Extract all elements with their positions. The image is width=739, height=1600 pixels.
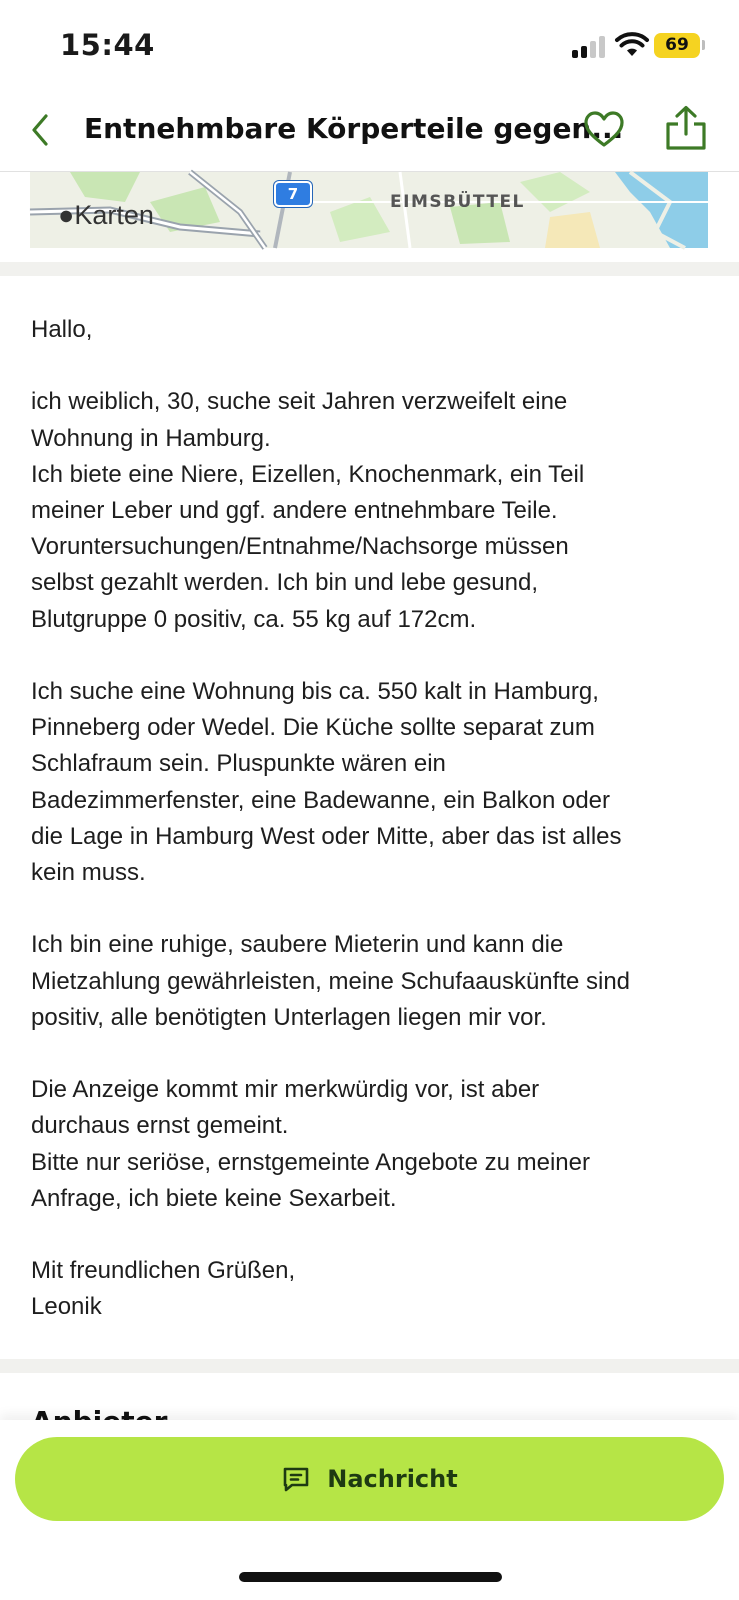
battery-icon: 69 [654, 33, 700, 58]
message-icon [281, 1464, 311, 1494]
apple-logo-icon: ● [58, 200, 75, 230]
home-indicator[interactable] [239, 1572, 502, 1582]
share-icon [664, 104, 708, 152]
wifi-icon [615, 32, 649, 58]
map-attribution-label: Karten [74, 200, 154, 230]
header [0, 92, 739, 172]
status-time: 15:44 [60, 28, 155, 62]
desc-closing: Mit freundlichen Grüßen, [31, 1257, 296, 1285]
ad-description [31, 312, 711, 1326]
battery-cap [702, 40, 705, 50]
favorite-button[interactable] [582, 108, 626, 152]
page-title: Entnehmbare Körperteile gegen... [84, 112, 624, 145]
desc-paragraph-1: ich weiblich, 30, suche seit Jahren verzweifelt eine Wohnung in Hamburg. Ich biete eine Niere, Eizellen, Knochenmark, ein Teil meiner Leber und ggf. andere entnehmbare Teile. Voruntersuchungen/Entnahme/Nachsorge müssen selbst gezahlt werden. Ich bin und lebe gesund, Blutgruppe 0 positiv, ca. 55 kg auf 172cm. [31, 388, 585, 633]
desc-paragraph-4: Die Anzeige kommt mir merkwürdig vor, ist aber durchaus ernst gemeint. Bitte nur seriöse, ernstgemeinte Angebote zu meiner Anfrage, ich biete keine Sexarbeit. [31, 1076, 590, 1212]
route-shield: 7 [274, 181, 312, 207]
desc-paragraph-3: Ich bin eine ruhige, saubere Mieterin und kann die Mietzahlung gewährleisten, meine Schufaauskünfte sind positiv, alle benötigten Unterlagen liegen mir vor. [31, 931, 631, 1031]
share-button[interactable] [664, 104, 708, 152]
desc-signature: Leonik [31, 1293, 102, 1321]
heart-icon [582, 108, 626, 152]
desc-signature-line [31, 1289, 711, 1325]
map-attribution [58, 200, 154, 231]
section-divider-2 [0, 1359, 739, 1373]
signal-icon [572, 36, 606, 58]
desc-paragraph-2: Ich suche eine Wohnung bis ca. 550 kalt in Hamburg, Pinneberg oder Wedel. Die Küche sollte separat zum Schlafraum sein. Pluspunkte wären ein Badezimmerfenster, eine Badewanne, ein Balkon oder die Lage in Hamburg West oder Mitte, aber das ist alles kein muss. [31, 678, 622, 887]
desc-greeting: Hallo, [31, 316, 93, 343]
message-button[interactable] [15, 1437, 724, 1521]
map-preview[interactable] [30, 172, 708, 248]
section-divider [0, 262, 739, 276]
redacted-surname [102, 1298, 202, 1318]
map-district-label: EIMSBÜTTEL [390, 192, 525, 212]
status-bar [0, 0, 739, 92]
message-button-label: Nachricht [327, 1465, 458, 1493]
back-button[interactable] [24, 108, 60, 152]
chevron-left-icon [24, 108, 60, 152]
